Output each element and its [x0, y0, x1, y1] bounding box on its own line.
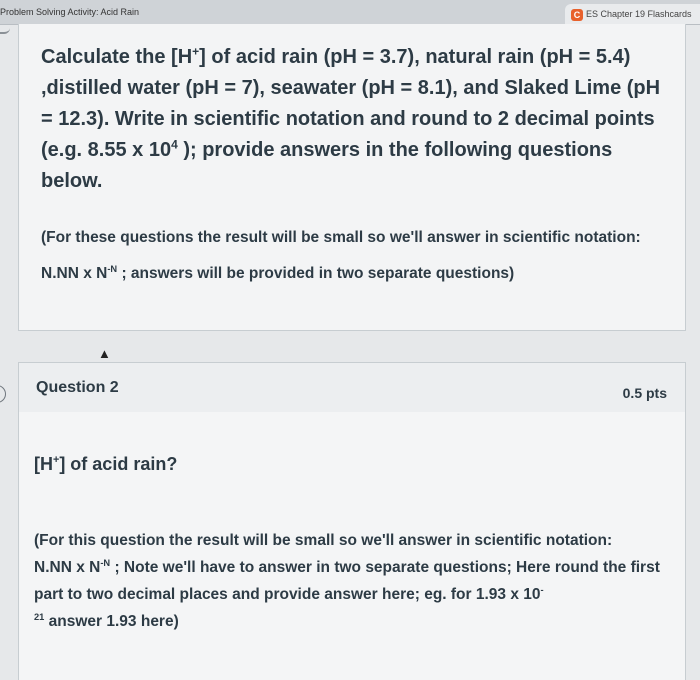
- note-part: ; answers will be provided in two separate questions): [117, 265, 515, 282]
- note-part: N.NN x N: [34, 559, 101, 576]
- exponent: 21: [34, 611, 45, 622]
- prompt-part: ] of acid rain?: [59, 454, 178, 474]
- instructions-part: ] of acid rain (pH = 3.7), natural rain (pH = 5.4) ,distilled water (pH = 7), seawater (pH = 8.1), and Slaked Lime (pH = 12.3). Write in scientific notation and round to 2 decimal points (e.g. 8.55 x 10: [41, 46, 661, 161]
- superscript: +: [53, 454, 60, 466]
- question-prompt: [34, 454, 177, 475]
- exponent: -: [540, 584, 544, 595]
- other-tab[interactable]: [565, 4, 700, 24]
- note-part: N.NN x N: [41, 265, 108, 282]
- exponent: -N: [100, 557, 111, 568]
- instructions-card: [18, 24, 686, 331]
- active-tab-title: Problem Solving Activity: Acid Rain: [0, 7, 140, 17]
- instructions-part: Calculate the [H: [41, 46, 193, 68]
- question-header: [18, 362, 686, 413]
- other-tab-title: ES Chapter 19 Flashcards: [586, 9, 692, 19]
- note-part: answer 1.93 here): [44, 613, 179, 630]
- exponent: 4: [171, 137, 178, 152]
- instructions-part: ); provide answers in the following questions below.: [41, 139, 613, 192]
- exponent: -N: [107, 263, 118, 274]
- superscript: +: [192, 44, 200, 59]
- question-body: [18, 412, 686, 680]
- canvas-logo-icon: C: [571, 9, 583, 21]
- note-part: (For these questions the result will be small so we'll answer in scientific notation:: [41, 229, 641, 246]
- question-marker-icon: [0, 385, 6, 403]
- question-title: Question 2: [36, 379, 119, 396]
- curve-mark: [0, 22, 10, 34]
- instructions-note: [41, 220, 681, 292]
- question-note: [34, 527, 674, 635]
- note-part: (For this question the result will be small so we'll answer in scientific notation:: [34, 532, 613, 549]
- question-points: 0.5 pts: [622, 385, 667, 401]
- active-tab[interactable]: [0, 0, 300, 24]
- instructions-text: [41, 42, 671, 197]
- note-part: ; Note we'll have to answer in two separate questions; Here round the first part to two decimal places and provide answer here; eg. for 1.93 x 10: [34, 559, 660, 603]
- prompt-part: [H: [34, 454, 53, 474]
- mouse-cursor-icon: ▲: [98, 346, 111, 361]
- browser-tab-bar: [0, 0, 700, 25]
